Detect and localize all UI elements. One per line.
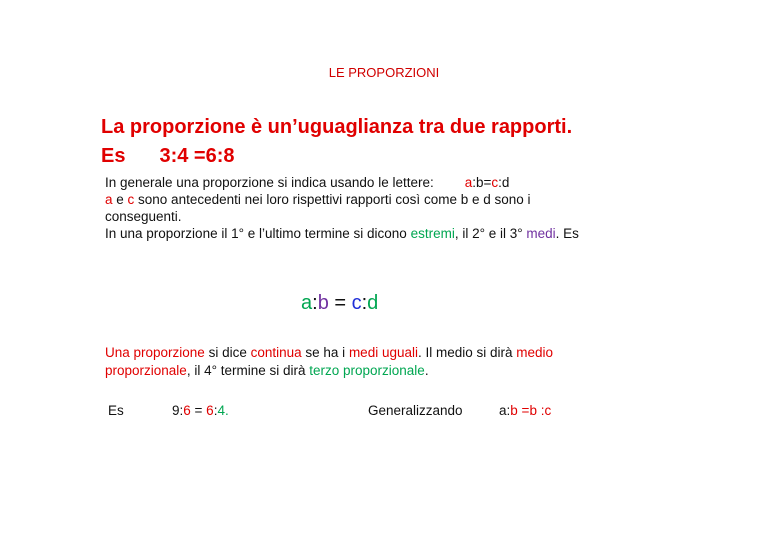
paragraph-line-4 [105,225,579,242]
gen-b-2: b [529,403,537,418]
example-equals: = [190,403,207,418]
example-term: : [213,403,218,418]
letter-a: a [105,192,113,207]
term-continua: continua [250,345,302,360]
paragraph-text: . Es [555,226,579,241]
paragraph-line-1 [105,174,509,191]
term-terzo-proporzionale: terzo proporzionale [309,363,425,378]
example-label: Es [108,403,124,418]
page-title: LE PROPORZIONI [328,65,440,80]
letter-c: c [127,192,135,207]
paragraph-text: In una proporzione il 1° e l’ultimo termine si dicono [105,226,411,241]
formula-colon: : [312,292,318,314]
example-proportion [172,403,229,418]
letter-a: a [464,175,473,190]
paragraph-text: si dice [204,345,251,360]
term-proporzionale: proporzionale [105,363,187,378]
term-una-proporzione: Una proporzione [105,345,205,360]
generalized-proportion [499,403,551,418]
heading-example-ratio: 3:4 =6:8 [159,145,235,167]
formula-a: a [301,292,313,314]
heading-es-label: Es [101,145,126,167]
example-mean-2: 6 [206,403,214,418]
gen-a: a [499,403,507,418]
ratio-text: :d [498,175,510,190]
paragraph-text: , il 2° e il 3° [454,226,527,241]
formula-c: c [351,292,362,314]
gen-c: c [544,403,552,418]
term-estremi: estremi [410,226,455,241]
proportion-formula [301,292,378,315]
paragraph-text: se ha i [301,345,349,360]
heading-example [101,145,235,168]
paragraph-text: . [424,363,429,378]
paragraph-text: , il 4° termine si dirà [186,363,310,378]
term-medi: medi [526,226,556,241]
example-mean-1: 6 [183,403,191,418]
gen-colon: : [536,403,545,418]
letter-c: c [491,175,499,190]
continua-line-2 [105,362,429,379]
formula-colon: : [361,292,368,314]
paragraph-text: . Il medio si dirà [417,345,517,360]
example-third: 4. [217,403,229,418]
gen-b-1: b [510,403,518,418]
term-medio: medio [516,345,554,360]
paragraph-line-2 [105,191,531,208]
ratio-text: :b= [472,175,492,190]
example-term: 9: [172,403,184,418]
gen-equals: = [517,403,530,418]
formula-equals: = [328,292,352,314]
paragraph-line-3: conseguenti. [105,209,182,224]
heading-definition: La proporzione è un’uguaglianza tra due rapporti. [101,116,573,138]
paragraph-text: e [112,192,128,207]
paragraph-text: sono antecedenti nei loro rispettivi rapporti così come b e d sono i [134,192,531,207]
generalizing-label: Generalizzando [368,403,463,418]
gen-colon: : [506,403,511,418]
term-medi-uguali: medi uguali [348,345,418,360]
continua-line-1 [105,344,553,361]
formula-b: b [317,292,329,314]
paragraph-text: In generale una proporzione si indica usando le lettere: [105,175,434,190]
formula-d: d [367,292,379,314]
